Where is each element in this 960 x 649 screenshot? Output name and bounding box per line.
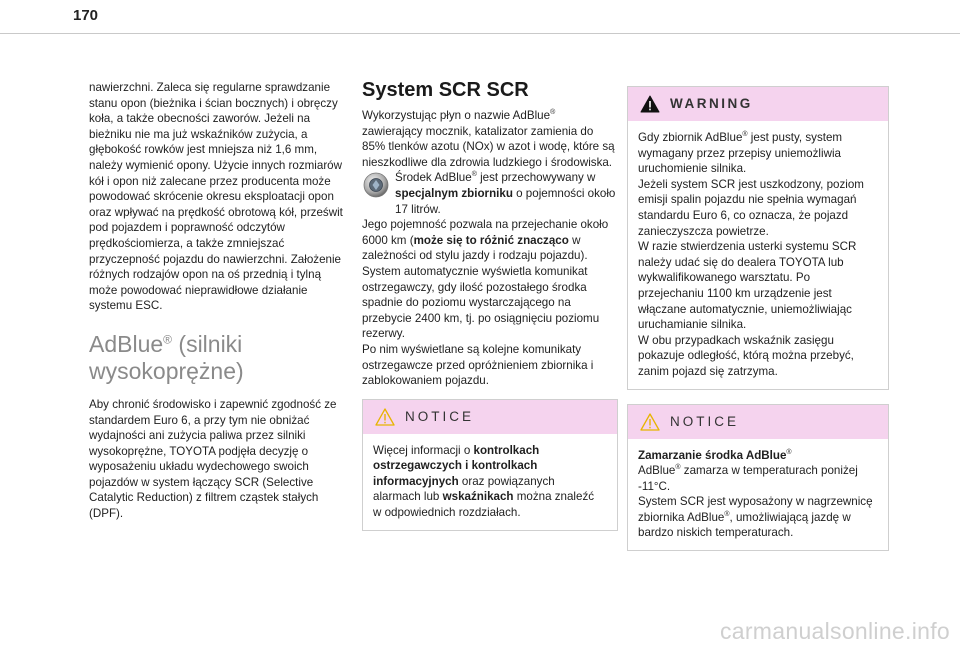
text: o pojemności około 17 litrów. [395,186,616,216]
adblue-intro-paragraph: Aby chronić środowisko i zapewnić zgodność ze standardem Euro 6, a przy tym nie obniżać wydajności ani zużycia paliwa przez silniki wysokoprężne, TOYOTA podjęła decyzję o wyposażeniu układu wydechowego swoich pojazdów w system łączący SCR (Selective Catalytic Reduction) z filtrem cząstek stałych (DPF). [89,397,337,521]
text: jest pusty, system wymagany przez przepisy uniemożliwia uruchomienie silnika. [638,131,843,176]
notice-box-indicators [362,399,618,531]
notice-triangle-icon [375,408,395,426]
watermark: carmanualsonline.info [719,618,950,644]
notice-label: NOTICE [670,413,740,429]
text: Więcej informacji o [373,443,474,457]
scr-paragraph-1 [362,108,618,170]
bold-text: może się to różnić znacząco [413,233,569,247]
text: jest przechowywany w [476,171,596,185]
registered-mark: ® [675,464,681,472]
adblue-tank-text [395,170,618,217]
warning-paragraph-3: W razie stwierdzenia usterki systemu SCR należy udać się do dealera TOYOTA lub wykwalifikowanego warsztatu. Po przejechaniu 1100 km urządzenie jest włączane automatycznie, uniemożliwiając uruchamianie silnika. [638,240,857,332]
scr-paragraph-warning: System automatycznie wyświetla komunikat ostrzegawczy, gdy ilość pozostałego środka spadnie do poziomu wystarczającego na przebycie 2400 km, tj. po osiągnięciu poziomu rezerwy. [362,264,600,341]
adblue-heading-subtitle: (silniki wysokoprężne) [89,330,244,384]
notice-header [363,400,617,434]
warning-paragraph-1 [638,130,876,177]
bold-text: kontrolkach ostrzegawczych i kontrolkach informacyjnych [373,443,540,488]
notice-body [628,439,888,551]
page-number: 170 [73,7,99,24]
bold-text: wskaźnikach [442,490,514,504]
warning-triangle-icon [640,95,660,113]
scr-system-title: System SCR SCR [362,79,529,101]
freezing-heading [638,448,876,464]
text: można znaleźć w odpowiednich rozdziałach. [373,490,595,520]
column-left [89,80,347,522]
registered-mark: ® [471,171,477,179]
text: Jego pojemność pozwala na przejechanie około 6000 km ( [362,218,609,247]
text: , umożliwiającą jazdę w bardzo niskich temperaturach. [638,510,851,540]
column-middle [362,78,618,531]
text: Wykorzystując płyn o nazwie AdBlue [362,109,551,122]
warning-paragraph-4: W obu przypadkach wskaźnik zasięgu pokazuje odległość, którą można przebyć, zanim pojazd się zatrzyma. [638,333,854,378]
text: AdBlue [638,464,676,478]
registered-mark: ® [724,511,730,519]
scr-paragraph-range [362,217,618,264]
notice-box-freezing [627,404,889,552]
warning-header [628,87,888,121]
notice-triangle-icon [640,413,660,431]
adblue-heading [89,331,347,385]
registered-mark: ® [163,332,173,347]
bold-text: Zamarzanie środka AdBlue [638,448,787,462]
notice-body [363,434,617,530]
bold-text: specjalnym zbiorniku [395,186,513,200]
freezing-paragraph-2 [638,494,876,541]
text: Środek AdBlue [395,171,472,185]
registered-mark: ® [550,109,556,117]
notice-text [373,443,605,521]
adblue-pump-icon [363,172,389,198]
scr-paragraph-messages: Po nim wyświetlane są kolejne komunikaty ostrzegawcze przed opróżnieniem zbiornika i zablokowaniem pojazdu. [362,342,594,388]
adblue-tank-note [362,170,618,217]
text: System SCR jest wyposażony w nagrzewnicę zbiornika AdBlue [638,495,873,524]
tyres-paragraph: nawierzchni. Zaleca się regularne sprawdzanie stanu opon (bieżnika i ścian bocznych) i obręczy koła, a także obecności zaworów. Jeżeli na bieżniku nie ma już wskaźników zużycia, a głębokość rowków jest mniejsza niż 1,6 mm, należy wymienić opony. Użycie innych rozmiarów kół i opon niż zalecane przez producenta może powodować skrócenie okresu eksploatacji opon oraz wpływać na prędkość obrotową kół, prześwit pod pojazdem i poprawność odczytów prędkościomierza, a także zmniejszać przyczepność pojazdu do nawierzchni. Założenie różnych rodzajów opon na oś przednią i tylną może powodować nieprawidłowe działanie systemu ESC. [89,81,343,313]
text: oraz powiązanych alarmach lub [373,474,555,504]
text: w zależności od stylu jazdy i rodzaju pojazdu). [362,233,588,263]
text: zamarza w temperaturach poniżej -11°C. [638,464,858,493]
warning-label: WARNING [670,96,753,112]
notice-label: NOTICE [405,408,475,424]
registered-mark: ® [742,131,748,139]
warning-body [628,121,888,389]
adblue-heading-word: AdBlue [89,330,164,357]
freezing-paragraph-1 [638,463,876,494]
registered-mark: ® [786,448,792,456]
column-right [627,86,889,551]
top-rule [0,33,960,34]
warning-box [627,86,889,390]
text: zawierający mocznik, katalizator zamienia do 85% tlenków azotu (NOx) w azot i wodę, które są nieszkodliwe dla zdrowia ludzkiego i środowiska. [362,124,615,169]
warning-paragraph-2: Jeżeli system SCR jest uszkodzony, poziom emisji spalin pojazdu nie spełnia wymagań standardu Euro 6, co oznacza, że pojazd zanieczyszcza powietrze. [638,177,864,238]
notice-header [628,405,888,439]
text: Gdy zbiornik AdBlue [638,131,743,144]
